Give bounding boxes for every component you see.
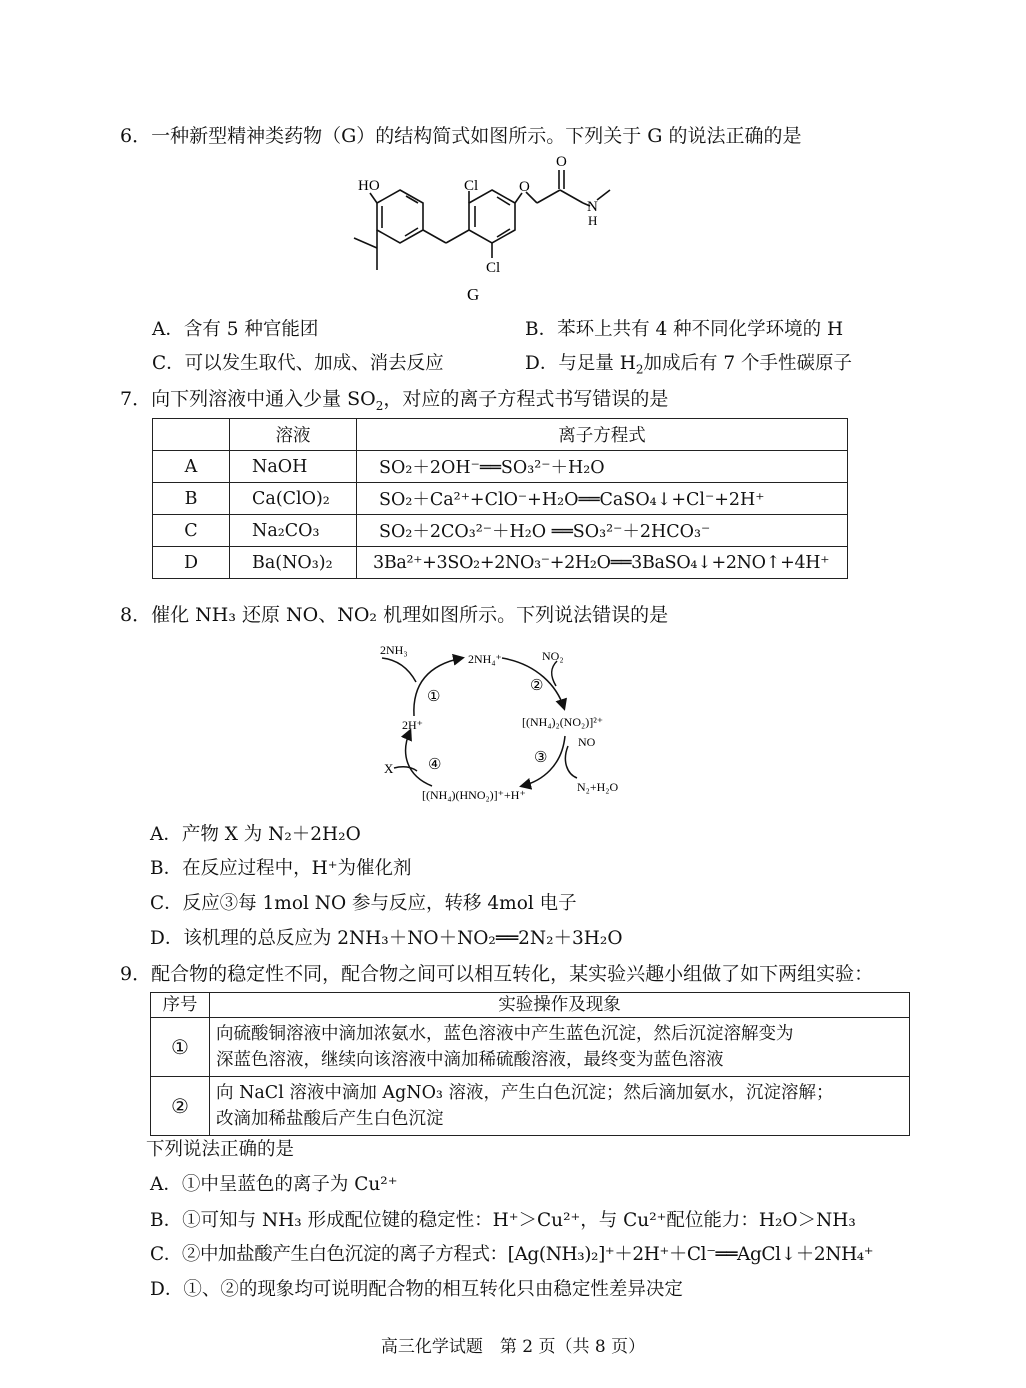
header-solution: 溶液 <box>230 419 357 451</box>
row-equation: SO₂＋2CO₃²⁻＋H₂O ══SO₃²⁻＋2HCO₃⁻ <box>357 515 848 547</box>
arc-step1 <box>414 658 462 716</box>
table-row <box>153 483 848 515</box>
row-procedure <box>210 1018 910 1077</box>
row-id: ② <box>151 1077 210 1136</box>
q9-option-a: A．①中呈蓝色的离子为 Cu²⁺ <box>150 1174 398 1195</box>
row-solution: Ba(NO₃)₂ <box>230 547 357 579</box>
q6-option-c: C．可以发生取代、加成、消去反应 <box>152 353 444 374</box>
table-row <box>151 1018 910 1077</box>
q9-option-c: C．②中加盐酸产生白色沉淀的离子方程式：[Ag(NH₃)₂]⁺＋2H⁺＋Cl⁻══AgCl↓＋2NH₄⁺ <box>150 1244 874 1265</box>
q8-stem: 8．催化 NH₃ 还原 NO、NO₂ 机理如图所示。下列说法错误的是 <box>120 604 669 626</box>
row-equation: SO₂＋Ca²⁺+ClO⁻+H₂O══CaSO₄↓+Cl⁻+2H⁺ <box>357 483 848 515</box>
step4-label: ④ <box>428 757 442 773</box>
procedure-line: 改滴加稀盐酸后产生白色沉淀 <box>216 1109 444 1129</box>
x-out-label: X <box>384 761 394 776</box>
q6-option-b: B．苯环上共有 4 种不同化学环境的 H <box>525 319 844 340</box>
row-procedure <box>210 1077 910 1136</box>
procedure-line: 向 NaCl 溶液中滴加 AgNO₃ 溶液，产生白色沉淀；然后滴加氨水，沉淀溶解； <box>216 1083 834 1103</box>
header-procedure: 实验操作及现象 <box>210 993 910 1018</box>
procedure-line: 深蓝色溶液，继续向该溶液中滴加稀硫酸溶液，最终变为蓝色溶液 <box>216 1050 724 1070</box>
table-header-row <box>153 419 848 451</box>
table-row <box>151 1077 910 1136</box>
q8-option-d: D．该机理的总反应为 2NH₃＋NO＋NO₂══2N₂＋3H₂O <box>150 928 623 949</box>
h-plus-label: 2H⁺ <box>402 718 423 732</box>
row-id: A <box>153 451 230 483</box>
products-label: N₂+H₂O <box>577 780 619 794</box>
q8-option-b: B．在反应过程中，H⁺为催化剂 <box>150 858 412 879</box>
compound-g-label: G <box>467 285 480 304</box>
q8-mechanism-diagram <box>372 636 662 806</box>
nh3-in-label: 2NH₃ <box>380 643 408 657</box>
table-row <box>153 451 848 483</box>
ho-label: HO <box>358 178 380 194</box>
nh-h-label: H <box>588 213 598 228</box>
row-solution: Ca(ClO)₂ <box>230 483 357 515</box>
q8-option-c: C．反应③每 1mol NO 参与反应，转移 4mol 电子 <box>150 893 577 914</box>
step3-label: ③ <box>534 750 548 766</box>
q9-option-b: B．①可知与 NH₃ 形成配位键的稳定性：H⁺＞Cu²⁺，与 Cu²⁺配位能力：H₂O＞NH₃ <box>150 1210 856 1231</box>
q6-option-a: A．含有 5 种官能团 <box>152 319 319 340</box>
q9-option-d: D．①、②的现象均可说明配合物的相互转化只由稳定性差异决定 <box>150 1279 683 1300</box>
no-in-label: NO <box>578 735 596 749</box>
header-number: 序号 <box>151 993 210 1018</box>
table-row <box>153 547 848 579</box>
header-blank <box>153 419 230 451</box>
step1-label: ① <box>427 689 441 705</box>
carbonyl-o-label: O <box>556 154 567 170</box>
q7-table <box>152 418 848 579</box>
ether-o-label: O <box>519 179 530 195</box>
procedure-line: 向硫酸铜溶液中滴加浓氨水，蓝色溶液中产生蓝色沉淀，然后沉淀溶解变为 <box>216 1024 794 1044</box>
table-row <box>153 515 848 547</box>
hno2-label: [(NH₄)(HNO₂)]⁺+H⁺ <box>422 788 526 802</box>
left-benzene-ring <box>377 190 423 243</box>
row-id: B <box>153 483 230 515</box>
header-equation: 离子方程式 <box>357 419 848 451</box>
row-id: ① <box>151 1018 210 1077</box>
complex-label: [(NH₄)₂(NO₂)]²⁺ <box>522 715 604 729</box>
n-label: N <box>587 199 598 215</box>
q9-table <box>150 992 910 1136</box>
cl-top-label: Cl <box>464 178 479 194</box>
cl-bottom-label: Cl <box>486 260 501 276</box>
page-footer: 高三化学试题 第 2 页（共 8 页） <box>380 1337 646 1357</box>
row-id: D <box>153 547 230 579</box>
q6-structure-diagram <box>340 148 680 308</box>
q7-stem: 7．向下列溶液中通入少量 $SO_2$，对应的离子方程式书写错误的是 <box>120 388 669 413</box>
row-id: C <box>153 515 230 547</box>
row-equation: 3Ba²⁺+3SO₂+2NO₃⁻+2H₂O══3BaSO₄↓+2NO↑+4H⁺ <box>357 547 848 579</box>
q6-option-d: D．与足量 $H_2$加成后有 7 个手性碳原子 <box>525 353 853 377</box>
nh4-label: 2NH₄⁺ <box>468 652 502 666</box>
q6-stem: 6．一种新型精神类药物（G）的结构简式如图所示。下列关于 G 的说法正确的是 <box>120 125 802 147</box>
row-solution: Na₂CO₃ <box>230 515 357 547</box>
right-benzene-ring <box>469 190 515 243</box>
row-equation: SO₂＋2OH⁻══SO₃²⁻＋H₂O <box>357 451 848 483</box>
step2-label: ② <box>530 678 544 694</box>
q9-stem: 9．配合物的稳定性不同，配合物之间可以相互转化，某实验兴趣小组做了如下两组实验： <box>120 963 874 985</box>
table-header-row <box>151 993 910 1018</box>
row-solution: NaOH <box>230 451 357 483</box>
q9-lead: 下列说法正确的是 <box>146 1139 295 1160</box>
no2-in-label: NO₂ <box>542 649 564 663</box>
q8-option-a: A．产物 X 为 N₂＋2H₂O <box>150 824 361 845</box>
